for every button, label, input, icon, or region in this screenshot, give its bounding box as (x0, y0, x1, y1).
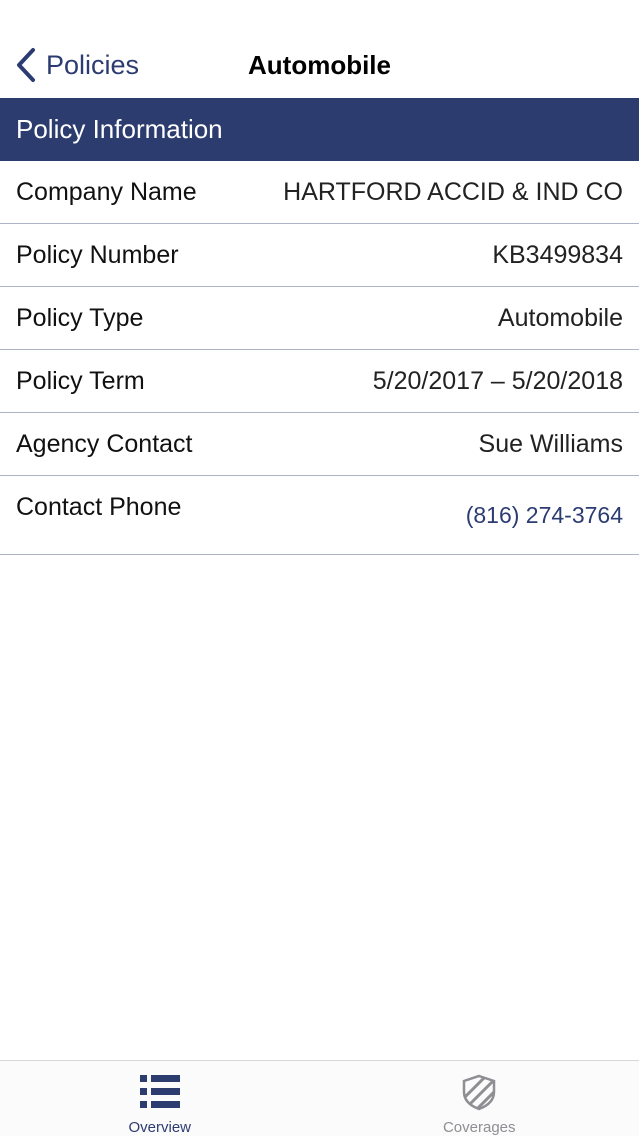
agency-contact-row (0, 413, 639, 476)
row-value: HARTFORD ACCID & IND CO (283, 177, 623, 206)
policy-info-list (0, 161, 639, 555)
navigation-bar (0, 0, 639, 98)
row-value: Sue Williams (478, 429, 623, 458)
phone-link[interactable]: (816) 274-3764 (465, 502, 623, 528)
row-label: Policy Term (16, 366, 145, 395)
list-icon (138, 1073, 182, 1111)
row-label: Policy Type (16, 303, 144, 332)
row-label: Contact Phone (16, 493, 182, 521)
tab-overview[interactable] (0, 1061, 320, 1136)
policy-term-row (0, 350, 639, 413)
section-title: Policy Information (16, 114, 223, 144)
row-label: Company Name (16, 177, 197, 206)
page-title: Automobile (248, 50, 391, 80)
policy-type-row (0, 287, 639, 350)
policy-number-row (0, 224, 639, 287)
row-value: Automobile (497, 303, 623, 332)
row-value: 5/20/2017 – 5/20/2018 (372, 366, 623, 395)
row-label: Agency Contact (16, 429, 193, 458)
back-label: Policies (46, 49, 140, 80)
row-label: Policy Number (16, 240, 179, 269)
row-value: KB3499834 (492, 240, 623, 269)
tab-label: Coverages (442, 1119, 516, 1136)
section-header (0, 98, 639, 161)
shield-icon (457, 1073, 501, 1111)
company-name-row (0, 161, 639, 224)
tab-label: Overview (128, 1119, 191, 1136)
tab-coverages[interactable] (320, 1061, 639, 1136)
tab-bar (0, 1060, 639, 1136)
contact-phone-row (0, 476, 639, 555)
